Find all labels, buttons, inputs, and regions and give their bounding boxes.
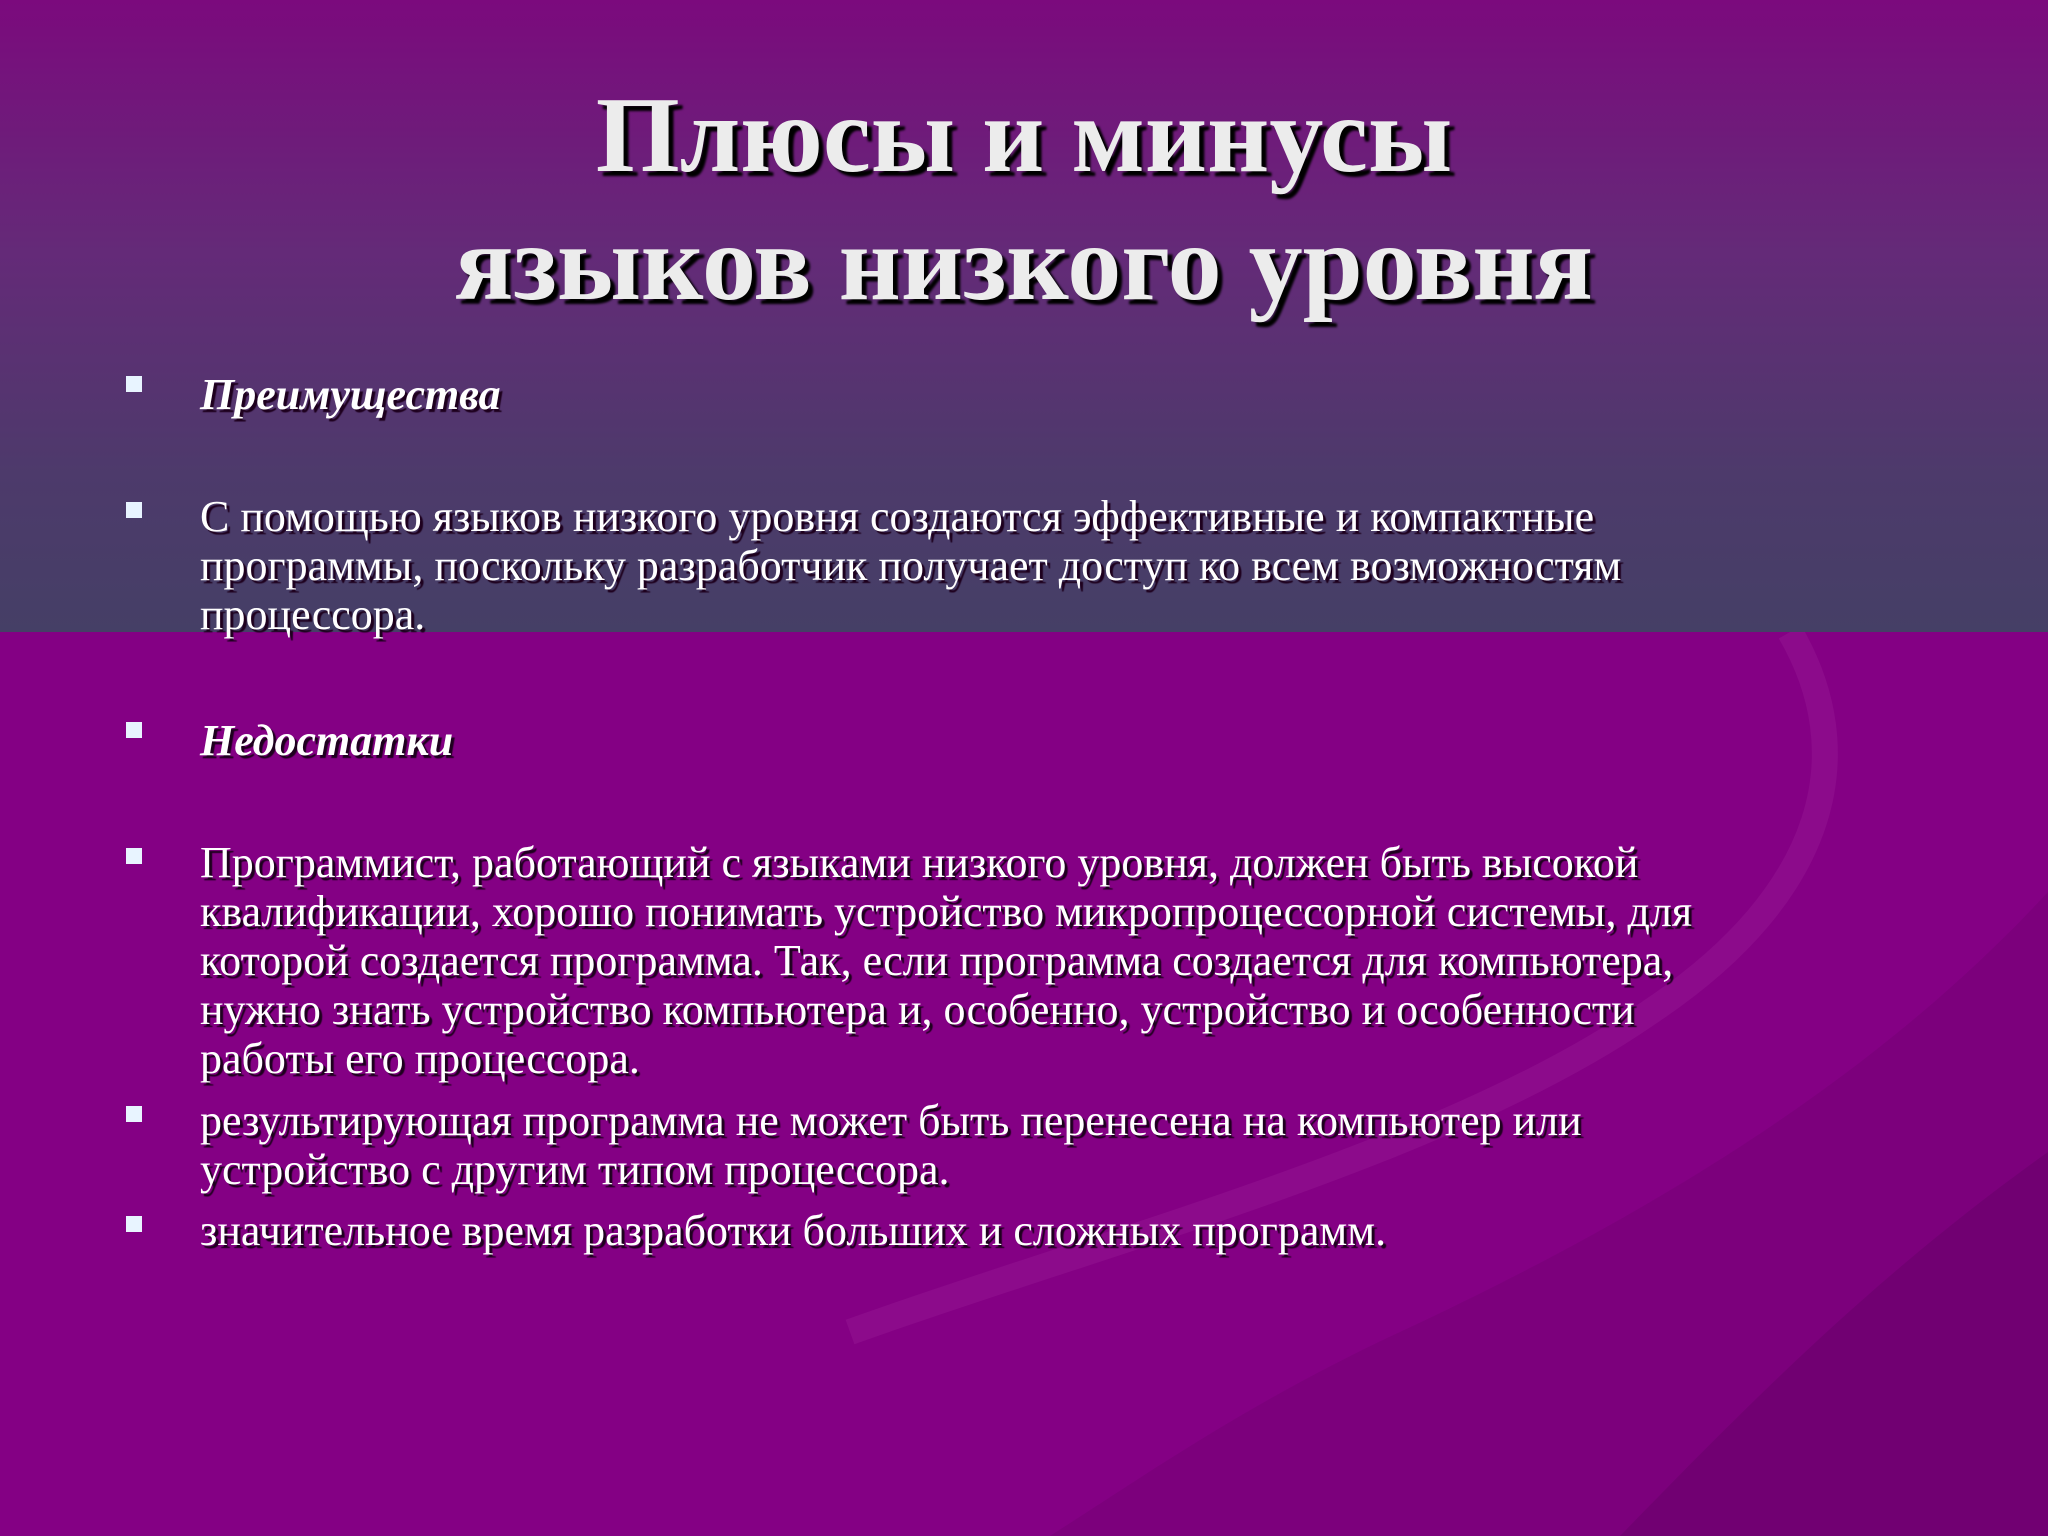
advantages-heading: Преимущества [200, 370, 501, 419]
bullet-line: работы его процессора. [200, 1034, 640, 1083]
bullet-line: программы, поскольку разработчик получает доступ ко всем возможностям [200, 541, 1622, 590]
title-line-2: языков низкого уровня [455, 204, 1593, 323]
square-bullet-icon [126, 848, 142, 864]
square-bullet-icon [126, 502, 142, 518]
bullet-line: значительное время разработки больших и сложных программ. [200, 1206, 1387, 1255]
bullet-line: процессора. [200, 590, 426, 639]
slide-title [0, 72, 2048, 328]
square-bullet-icon [126, 722, 142, 738]
bullet-line: С помощью языков низкого уровня создаются эффективные и компактные [200, 492, 1595, 541]
square-bullet-icon [126, 1106, 142, 1122]
disadvantages-heading: Недостатки [200, 716, 454, 765]
title-line-1: Плюсы и минусы [595, 76, 1453, 195]
bullet-line: нужно знать устройство компьютера и, особенно, устройство и особенности [200, 985, 1635, 1034]
bullet-line: квалификации, хорошо понимать устройство микропроцессорной системы, для [200, 887, 1693, 936]
bullet-line: результирующая программа не может быть перенесена на компьютер или [200, 1096, 1582, 1145]
square-bullet-icon [126, 376, 142, 392]
bullet-line: устройство с другим типом процессора. [200, 1145, 950, 1194]
bullet-line: Программист, работающий с языками низкого уровня, должен быть высокой [200, 838, 1639, 887]
square-bullet-icon [126, 1216, 142, 1232]
bullet-line: которой создается программа. Так, если программа создается для компьютера, [200, 936, 1674, 985]
background-swoosh [0, 632, 2048, 1536]
